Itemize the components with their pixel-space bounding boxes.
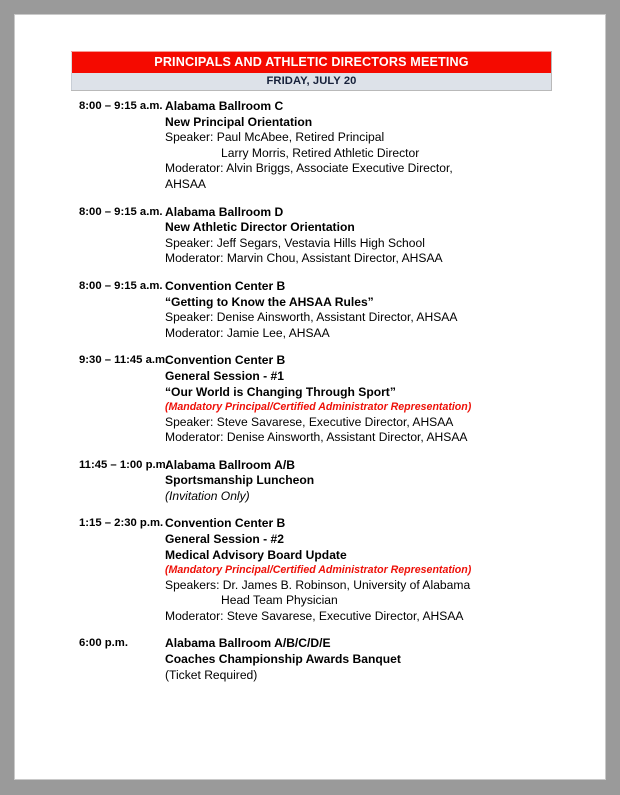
mandatory-note: (Mandatory Principal/Certified Administrator Representation) xyxy=(165,564,472,577)
session-text-line: Moderator: Jamie Lee, AHSAA xyxy=(165,325,330,340)
session-text-line: Speaker: Paul McAbee, Retired Principal xyxy=(165,130,385,145)
session-heading-line: Coaches Championship Awards Banquet xyxy=(165,652,401,667)
session-time: 8:00 – 9:15 a.m. xyxy=(79,100,163,112)
document-page xyxy=(14,14,606,780)
session-text-line: Speaker: Denise Ainsworth, Assistant Director, AHSAA xyxy=(165,310,458,325)
session-heading-line: Alabama Ballroom D xyxy=(165,204,284,219)
meeting-date: FRIDAY, JULY 20 xyxy=(72,73,552,91)
session-text-line: (Ticket Required) xyxy=(165,667,258,682)
schedule-list xyxy=(15,99,606,695)
session-continuation-line: Larry Morris, Retired Athletic Director xyxy=(221,145,420,160)
schedule-block xyxy=(15,353,606,445)
schedule-block xyxy=(15,99,606,193)
session-heading-line: Convention Center B xyxy=(165,278,286,293)
schedule-block xyxy=(15,458,606,505)
session-details xyxy=(165,458,606,505)
session-heading-line: Medical Advisory Board Update xyxy=(165,547,347,562)
session-heading-line: Alabama Ballroom C xyxy=(165,99,284,113)
session-heading-line: Convention Center B xyxy=(165,516,286,531)
header-title-row xyxy=(72,52,552,74)
session-text-line: Moderator: Denise Ainsworth, Assistant Director, AHSAA xyxy=(165,430,468,445)
session-text-line: Speakers: Dr. James B. Robinson, University of Alabama xyxy=(165,577,471,592)
session-time: 8:00 – 9:15 a.m. xyxy=(79,205,163,218)
session-details xyxy=(165,279,606,341)
session-time: 9:30 – 11:45 a.m. xyxy=(79,354,169,367)
header-date-row xyxy=(72,73,552,91)
session-heading-line: Sportsmanship Luncheon xyxy=(165,473,315,488)
schedule-block xyxy=(15,516,606,624)
meeting-header-table xyxy=(71,51,552,91)
session-details xyxy=(165,99,606,193)
session-text-line: Speaker: Steve Savarese, Executive Director, AHSAA xyxy=(165,414,454,429)
session-time: 8:00 – 9:15 a.m. xyxy=(79,279,163,292)
mandatory-note: (Mandatory Principal/Certified Administrator Representation) xyxy=(165,401,472,414)
session-text-line: Moderator: Marvin Chou, Assistant Director, AHSAA xyxy=(165,251,443,266)
session-heading-line: New Principal Orientation xyxy=(165,114,313,129)
session-text-line: AHSAA xyxy=(165,176,206,191)
session-details xyxy=(165,353,606,445)
session-time: 6:00 p.m. xyxy=(79,637,128,650)
session-heading-line: “Getting to Know the AHSAA Rules” xyxy=(165,294,374,309)
session-heading-line: Alabama Ballroom A/B/C/D/E xyxy=(165,636,331,651)
session-text-line: Speaker: Jeff Segars, Vestavia Hills High School xyxy=(165,235,425,250)
session-heading-line: General Session - #1 xyxy=(165,368,284,383)
session-time: 11:45 – 1:00 p.m. xyxy=(79,458,169,471)
meeting-title: PRINCIPALS AND ATHLETIC DIRECTORS MEETING xyxy=(72,52,552,74)
session-text-line: Moderator: Steve Savarese, Executive Director, AHSAA xyxy=(165,608,464,623)
session-heading-line: General Session - #2 xyxy=(165,532,284,547)
schedule-block xyxy=(15,636,606,683)
schedule-block xyxy=(15,279,606,341)
schedule-block xyxy=(15,205,606,267)
session-details xyxy=(165,205,606,267)
session-heading-line: New Athletic Director Orientation xyxy=(165,220,355,235)
session-time: 1:15 – 2:30 p.m. xyxy=(79,517,164,530)
session-heading-line: Alabama Ballroom A/B xyxy=(165,457,295,472)
session-details xyxy=(165,516,606,624)
session-note: (Invitation Only) xyxy=(165,488,250,503)
session-continuation-line: Head Team Physician xyxy=(221,593,338,608)
session-details xyxy=(165,636,606,683)
session-heading-line: Convention Center B xyxy=(165,353,286,368)
session-text-line: Moderator: Alvin Briggs, Associate Executive Director, xyxy=(165,161,453,176)
session-heading-line: “Our World is Changing Through Sport” xyxy=(165,384,396,399)
